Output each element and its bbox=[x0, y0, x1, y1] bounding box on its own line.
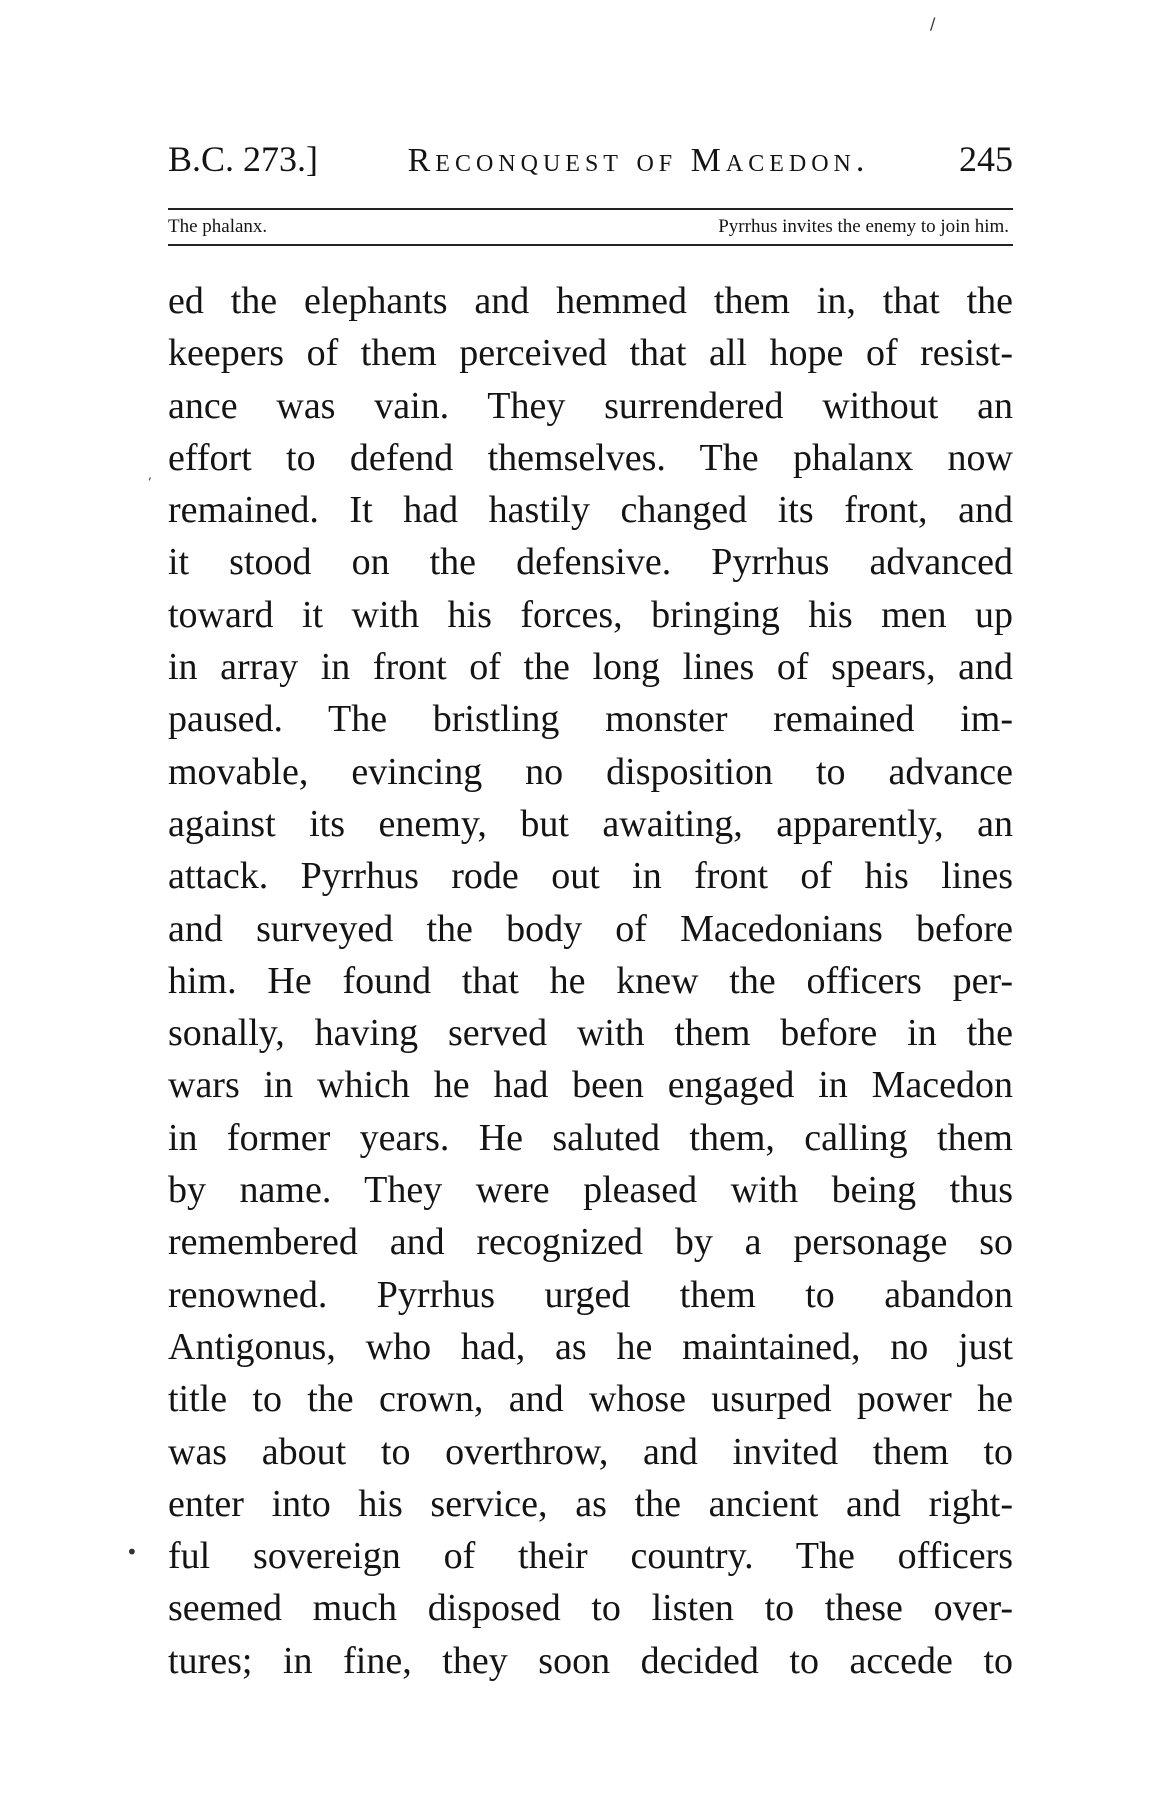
header-date: B.C. 273.] bbox=[168, 139, 319, 179]
header-rule-top bbox=[168, 208, 1013, 210]
running-head bbox=[168, 138, 1013, 188]
text-line: title to the crown, and whose usurped power he bbox=[168, 1378, 1013, 1421]
text-line: in array in front of the long lines of spears, and bbox=[168, 646, 1013, 689]
text-line: Antigonus, who had, as he maintained, no just bbox=[168, 1325, 1013, 1368]
text-line: paused. The bristling monster remained im- bbox=[168, 698, 1013, 741]
side-note-right: Pyrrhus invites the enemy to join him. bbox=[718, 216, 1009, 237]
stray-mark-bullet: • bbox=[126, 1540, 138, 1564]
text-line: enter into his service, as the ancient and right- bbox=[168, 1482, 1013, 1525]
text-line: him. He found that he knew the officers per- bbox=[168, 959, 1013, 1002]
text-line: it stood on the defensive. Pyrrhus advanced bbox=[168, 541, 1013, 584]
text-line: against its enemy, but awaiting, apparently, an bbox=[168, 802, 1013, 845]
text-line: tures; in fine, they soon decided to accede to bbox=[168, 1639, 1013, 1682]
book-page bbox=[168, 0, 1013, 1797]
text-line: wars in which he had been engaged in Macedon bbox=[168, 1064, 1013, 1107]
text-line: ed the elephants and hemmed them in, that the bbox=[168, 280, 1013, 322]
text-line: and surveyed the body of Macedonians before bbox=[168, 907, 1013, 950]
text-line: renowned. Pyrrhus urged them to abandon bbox=[168, 1273, 1013, 1316]
text-line: attack. Pyrrhus rode out in front of his lines bbox=[168, 855, 1013, 898]
stray-mark-top: / bbox=[930, 14, 936, 33]
text-line: effort to defend themselves. The phalanx now bbox=[168, 436, 1013, 479]
text-line: remembered and recognized by a personage so bbox=[168, 1221, 1013, 1264]
text-line: ful sovereign of their country. The officers bbox=[168, 1535, 1013, 1578]
page-number: 245 bbox=[958, 139, 1013, 179]
side-notes bbox=[168, 212, 1013, 242]
text-line: remained. It had hastily changed its front, and bbox=[168, 489, 1013, 532]
text-line: movable, evincing no disposition to advance bbox=[168, 750, 1013, 793]
chapter-title: Reconquest of Macedon. bbox=[407, 142, 870, 179]
text-line: sonally, having served with them before in the bbox=[168, 1012, 1013, 1055]
text-line: toward it with his forces, bringing his men up bbox=[168, 593, 1013, 636]
text-line: was about to overthrow, and invited them to bbox=[168, 1430, 1013, 1473]
text-line: ance was vain. They surrendered without an bbox=[168, 384, 1013, 427]
text-line: by name. They were pleased with being thus bbox=[168, 1169, 1013, 1212]
stray-mark-middle: , bbox=[148, 468, 152, 482]
text-line: seemed much disposed to listen to these over- bbox=[168, 1587, 1013, 1630]
text-line: in former years. He saluted them, calling them bbox=[168, 1116, 1013, 1159]
text-line: keepers of them perceived that all hope of resist- bbox=[168, 332, 1013, 375]
header-rule-bottom bbox=[168, 244, 1013, 246]
body-text bbox=[168, 275, 1013, 1687]
side-note-left: The phalanx. bbox=[168, 216, 268, 237]
